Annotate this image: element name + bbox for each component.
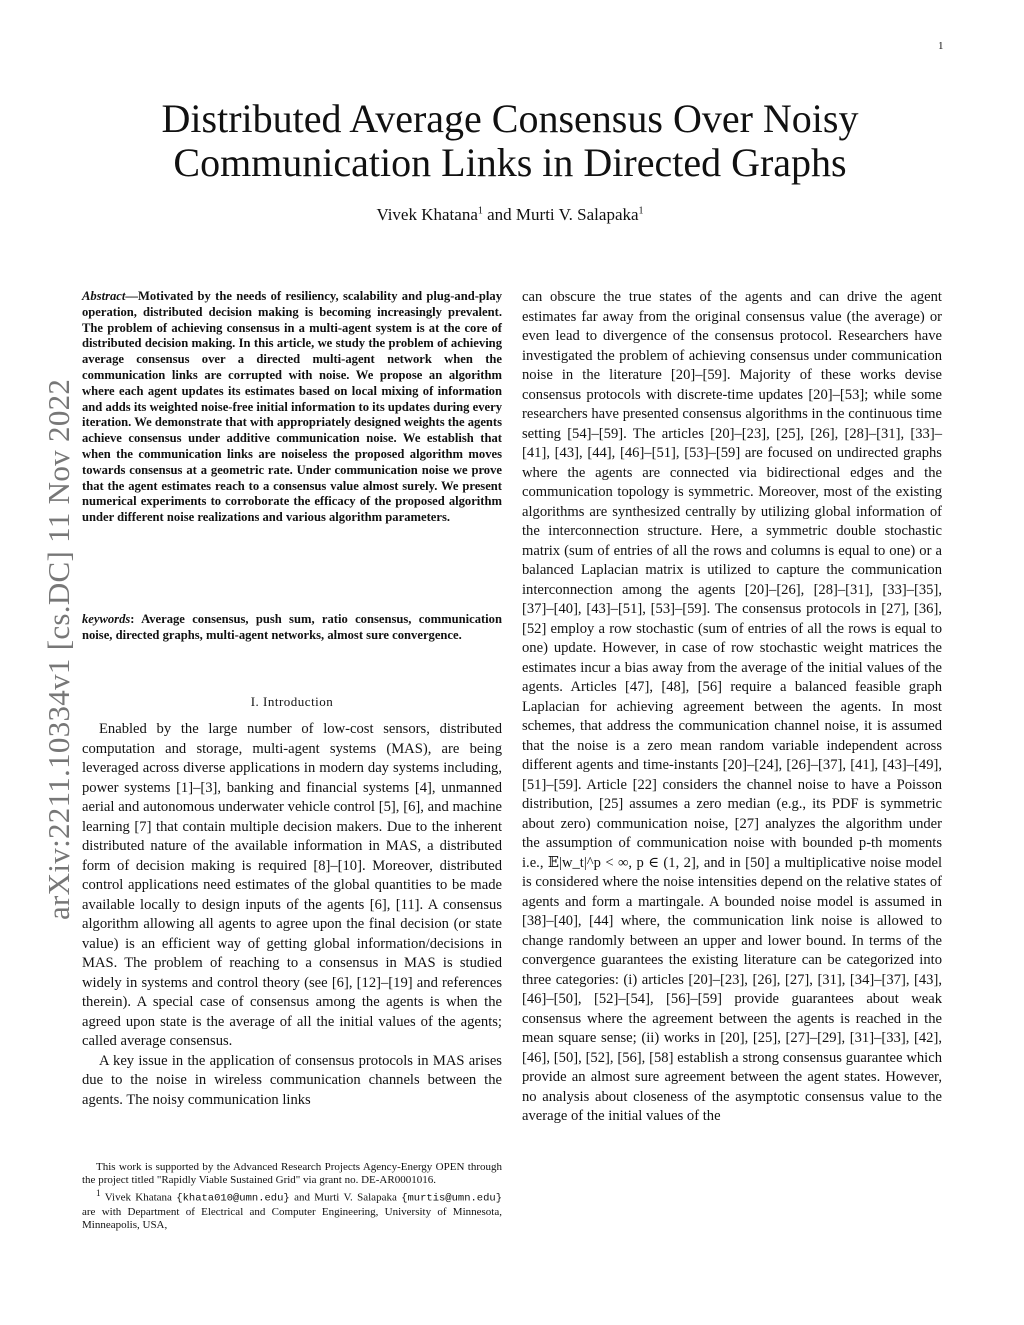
footnotes xyxy=(82,1161,502,1232)
footnote-affiliation xyxy=(82,1187,502,1232)
intro-paragraph-2: A key issue in the application of consensus protocols in MAS arises due to the noise in wireless communication channels between the agents. The noisy communication links xyxy=(82,1052,502,1108)
paper-title xyxy=(100,97,920,185)
footnote-marker: 1 xyxy=(96,1188,101,1198)
author-list xyxy=(100,205,920,225)
section-heading-introduction: I. Introduction xyxy=(250,694,334,709)
title-line-1: Distributed Average Consensus Over Noisy xyxy=(161,96,859,141)
title-line-2: Communication Links in Directed Graphs xyxy=(173,140,847,185)
right-column-body: can obscure the true states of the agents and can drive the agent estimates far away from the original consensus value (the average) or even lead to divergence of the consensus protocol. Researchers have investigated the problem of achieving consensus under communication noise in the literature [20]–[59]. Majority of these works devise consensus protocols with discrete-time updates [20]–[53]; while some researchers have presented consensus algorithms in the continuous time setting [54]–[59]. The articles [20]–[23], [25], [26], [28]–[31], [33]–[41], [43], [44], [46]–[51], [53]–[59] are focused on undirected graphs where the agents are connected via bidirectional edges and the communication topology is symmetric. Moreover, most of the existing algorithms are synthesized centrally by utilizing global information of the interconnection structure. Here, a symmetric double stochastic matrix (sum of entries of all the rows and columns is equal to one) or a balanced Laplacian matrix is utilized to capture the communication interconnection among the agents [20]–[26], [28]–[31], [33]–[35], [37]–[40], [43]–[51], [53]–[59]. The consensus protocols in [27], [36], [52] employ a row stochastic (sum of entries of all the rows is equal to one) update. However, in case of row stochastic weight matrices the estimates incur a bias away from the average of the initial values of the agents. Articles [47], [48], [56] require a balanced feasible graph Laplacian for achieving agreement between the agents. In most schemes, that address the communication channel noise, it is assumed that the noise is a zero mean random variable independent across different agents and time-instants [20]–[24], [26]–[37], [41], [43]–[49], [51]–[59]. Article [22] considers the channel noise to have a Poisson distribution, [25] assumes a zero median (e.g., its PDF is symmetric about zero) communication noise, [27] analyzes the algorithm under the assumption of communication noise with bounded p-th moments i.e., 𝔼|w_t|^p < ∞, p ∈ (1, 2], and in [50] a multiplicative noise model is considered where the noise intensities depend on the relative states of agents and form a martingale. A bounded noise model is assumed in [38]–[40], [44] where, the communication link noise is allowed to change randomly between an upper and lower bound. In terms of the convergence guarantees the existing literature can be categorized into three categories: (i) articles [20]–[23], [26], [27], [31], [34]–[37], [43], [46]–[50], [52]–[54], [56]–[59] provide guarantees about weak consensus where the agreement between the agents is reached in the mean square sense; (ii) works in [20], [25], [27]–[29], [31]–[33], [42], [46], [50], [52], [56], [58] establish a strong consensus guarantee which provide an almost sure agreement between the agent states. However, no analysis about closeness of the asymptotic consensus value to the average of the initial values of the xyxy=(522,289,942,1124)
footnote-text-a: Vivek Khatana xyxy=(100,1191,177,1204)
keywords-text: : Average consensus, push sum, ratio consensus, communication noise, directed graphs, multi-agent networks, almost sure convergence. xyxy=(82,612,502,642)
author-2-affiliation: 1 xyxy=(638,205,644,217)
intro-paragraph-1: Enabled by the large number of low-cost sensors, distributed computation and storage, multi-agent systems (MAS), are being leveraged across diverse applications in modern day systems including, power systems [1]–[3], banking and financial systems [4], unmanned aerial and autonomous underwater vehicle control [5], [6], and machine learning [7] that contain multiple decision makers. Due to the inherent distributed nature of the available information in MAS, a distributed form of decision making is required [8]–[10]. Moreover, distributed control applications need estimates of the global quantities to be made available locally to design inputs of the agents [6], [11]. A consensus algorithm allowing all agents to agree upon the final decision (or state value) is an efficient way of getting global information/decisions in MAS. The problem of reaching to a consensus in MAS is studied widely in systems and control theory (see [6], [12]–[19] and references therein). A special case of consensus among the agents is when the agreed upon state is the average of all the initial values of the agents; called average consensus. xyxy=(82,721,502,1049)
introduction-body xyxy=(82,720,502,1110)
email-khatana[interactable]: {khata010@umn.edu} xyxy=(176,1192,290,1205)
authors-conjunction: and xyxy=(482,205,516,224)
keywords-label: keywords xyxy=(82,612,131,626)
author-2: Murti V. Salapaka xyxy=(515,205,639,224)
keywords xyxy=(82,612,502,644)
footnote-text-b: and Murti V. Salapaka xyxy=(289,1191,402,1204)
footnote-funding: This work is supported by the Advanced Research Projects Agency-Energy OPEN through the project titled "Rapidly Viable Sustained Grid" via grant no. DE-AR0001016. xyxy=(82,1161,502,1186)
abstract-text: —Motivated by the needs of resiliency, scalability and plug-and-play operation, distributed decision making is becoming increasingly prevalent. The problem of achieving consensus in a multi-agent system is at the core of distributed decision making. In this article, we study the problem of achieving average consensus over a directed multi-agent network when the communication links are corrupted with noise. We propose an algorithm where each agent updates its estimates based on local mixing of information and adds its weighted noise-free initial information to its updates during every iteration. We demonstrate that with appropriately designed weights the agents achieve consensus under additive communication noise. We establish that when the communication links are noiseless the proposed algorithm moves towards consensus at a geometric rate. Under communication noise we prove that the agent estimates reach to a consensus value almost surely. We present numerical experiments to corroborate the efficacy of the proposed algorithm under different noise realizations and various algorithm parameters. xyxy=(82,289,503,525)
page-number: 1 xyxy=(938,40,944,52)
author-1-affiliation: 1 xyxy=(477,205,483,217)
footnote-text-c: are with Department of Electrical and Computer Engineering, University of Minnesota, Minneapolis, USA, xyxy=(82,1205,502,1231)
abstract xyxy=(82,289,502,526)
email-salapaka[interactable]: {murtis@umn.edu} xyxy=(401,1192,503,1205)
author-1: Vivek Khatana xyxy=(376,205,478,224)
arxiv-identifier: arXiv:2211.10334v1 [cs.DC] 11 Nov 2022 xyxy=(41,378,76,920)
abstract-label: Abstract xyxy=(82,289,126,303)
